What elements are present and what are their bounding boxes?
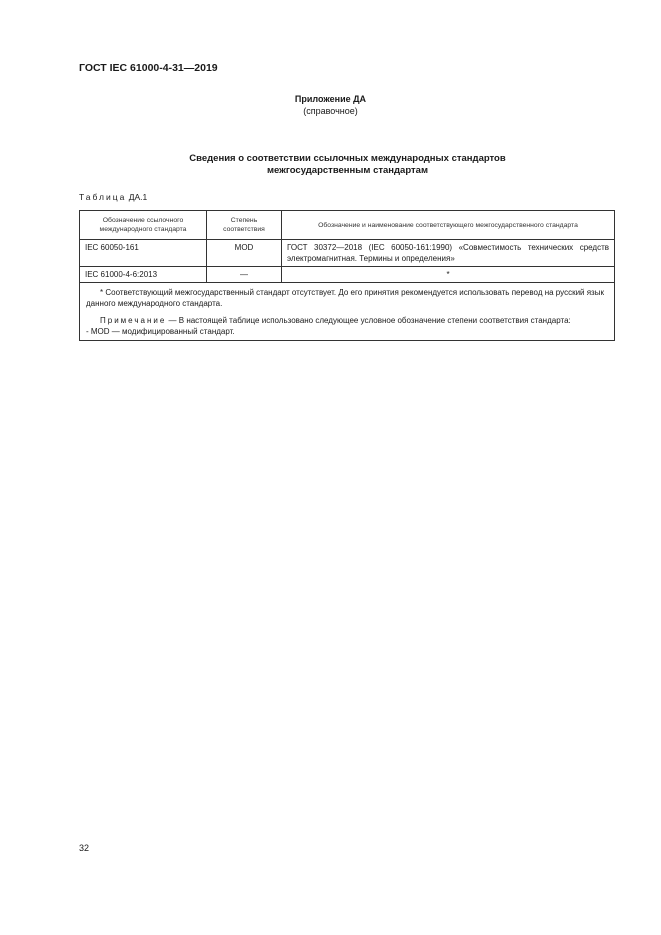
header-intl-standard: Обозначение ссылочного международного стандарта [80,211,207,240]
cell-intl-standard: IEC 60050-161 [80,240,207,267]
correspondence-table [79,210,615,341]
note-paragraph [86,316,608,327]
section-title [0,153,661,177]
standard-designation: ГОСТ IEC 61000-4-31—2019 [79,62,218,74]
table-caption-number: ДА.1 [128,192,148,202]
header-national-standard: Обозначение и наименование соответствующего межгосударственного стандарта [282,211,615,240]
table-footnote-row [80,283,615,341]
cell-national-standard: ГОСТ 30372—2018 (IEC 60050-161:1990) «Совместимость технических средств электромагнитная. Термины и определения» [282,240,615,267]
table-caption [79,192,147,202]
cell-intl-standard: IEC 61000-4-6:2013 [80,267,207,283]
footnote-text: * Соответствующий межгосударственный стандарт отсутствует. До его принятия рекомендуется использовать перевод на русский язык данного международного стандарта. [86,288,604,308]
table-header-row [80,211,615,240]
appendix-heading [0,93,661,117]
table-row [80,267,615,283]
note-label: Примечание [100,316,167,325]
appendix-title: Приложение ДА [294,94,367,104]
table-row [80,240,615,267]
note-item: - MOD — модифицированный стандарт. [86,326,235,336]
cell-degree: MOD [207,240,282,267]
section-title-line-1: Сведения о соответствии ссылочных международных стандартов [189,153,506,164]
cell-degree: — [207,267,282,283]
note-text: — В настоящей таблице использовано следующее условное обозначение степени соответствия стандарта: [166,316,571,325]
appendix-subtitle: (справочное) [303,106,358,116]
cell-national-standard: * [282,267,615,283]
page-number: 32 [79,843,90,853]
header-degree: Степень соответствия [207,211,282,240]
table-caption-label: Таблица [79,192,127,202]
footnote-cell [80,283,615,341]
section-title-line-2: межгосударственным стандартам [267,165,428,176]
